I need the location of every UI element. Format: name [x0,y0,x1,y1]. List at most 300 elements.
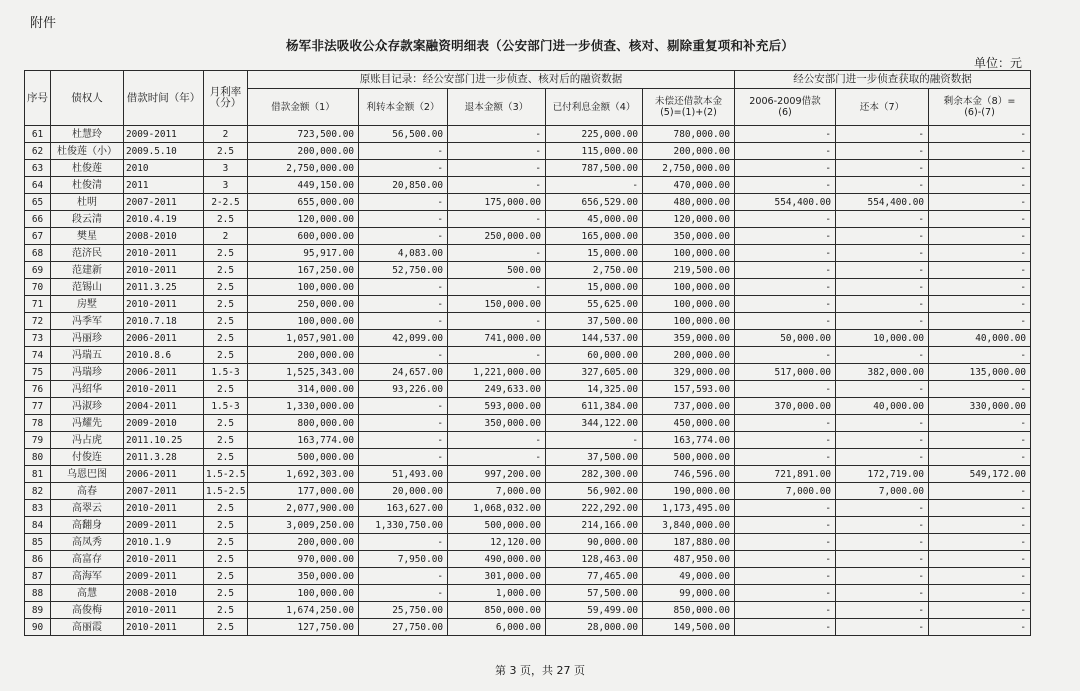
table-row [25,160,1031,177]
row-monthly-rate: 1.5-3 [204,398,248,415]
remaining-title: 剩余本金（8）= [943,96,1016,107]
row-creditor: 高富存 [51,551,124,568]
row-outstanding: 746,596.00 [643,466,735,483]
row-seq: 87 [25,568,51,585]
row-seq: 79 [25,432,51,449]
table-row [25,364,1031,381]
table-row [25,619,1031,636]
table-row [25,432,1031,449]
row-loan-amount: 3,009,250.00 [248,517,359,534]
table-row [25,381,1031,398]
row-loan-amount: 200,000.00 [248,534,359,551]
row-loan-amount: 600,000.00 [248,228,359,245]
row-creditor: 段云清 [51,211,124,228]
row-outstanding: 359,000.00 [643,330,735,347]
table-row [25,466,1031,483]
row-remaining: - [929,262,1031,279]
row-repaid-principal: 40,000.00 [836,398,929,415]
row-remaining: 549,172.00 [929,466,1031,483]
row-repaid-principal: 554,400.00 [836,194,929,211]
row-refund-amount: 6,000.00 [448,619,546,636]
row-outstanding: 149,500.00 [643,619,735,636]
row-paid-interest: 56,902.00 [546,483,643,500]
row-refund-amount: 249,633.00 [448,381,546,398]
row-repaid-principal: 10,000.00 [836,330,929,347]
table-row [25,313,1031,330]
row-monthly-rate: 2.5 [204,602,248,619]
outstanding-title: 未偿还借款本金 [654,96,723,107]
row-borrow-time: 2006-2011 [124,330,204,347]
row-creditor: 高翠云 [51,500,124,517]
row-remaining: 40,000.00 [929,330,1031,347]
row-refund-amount: 490,000.00 [448,551,546,568]
col-header-paid-interest: 已付利息金额（4） [546,89,643,126]
row-remaining: - [929,177,1031,194]
row-seq: 75 [25,364,51,381]
row-creditor: 冯丽珍 [51,330,124,347]
row-repaid-principal: - [836,262,929,279]
row-seq: 85 [25,534,51,551]
row-monthly-rate: 2.5 [204,211,248,228]
loan-2006-2009-number: (6) [778,107,792,118]
row-repaid-principal: - [836,449,929,466]
row-loan-amount: 449,150.00 [248,177,359,194]
row-seq: 67 [25,228,51,245]
row-outstanding: 100,000.00 [643,313,735,330]
row-seq: 83 [25,500,51,517]
row-transferred-principal: - [359,313,448,330]
row-monthly-rate: 2.5 [204,313,248,330]
row-loan-2006-2009: - [735,211,836,228]
row-seq: 68 [25,245,51,262]
row-transferred-principal: - [359,585,448,602]
row-refund-amount: 12,120.00 [448,534,546,551]
row-paid-interest: 165,000.00 [546,228,643,245]
row-loan-2006-2009: 721,891.00 [735,466,836,483]
row-remaining: - [929,602,1031,619]
row-creditor: 冯瑞五 [51,347,124,364]
table-row [25,517,1031,534]
row-refund-amount: - [448,126,546,143]
row-transferred-principal: - [359,194,448,211]
row-transferred-principal: 4,083.00 [359,245,448,262]
row-transferred-principal: - [359,143,448,160]
row-outstanding: 480,000.00 [643,194,735,211]
row-repaid-principal: - [836,500,929,517]
row-loan-2006-2009: - [735,534,836,551]
row-monthly-rate: 2.5 [204,279,248,296]
row-outstanding: 100,000.00 [643,245,735,262]
row-seq: 62 [25,143,51,160]
row-monthly-rate: 2.5 [204,143,248,160]
row-loan-amount: 120,000.00 [248,211,359,228]
row-transferred-principal: 20,000.00 [359,483,448,500]
row-paid-interest: 28,000.00 [546,619,643,636]
row-repaid-principal: - [836,602,929,619]
row-borrow-time: 2010.4.19 [124,211,204,228]
col-header-monthly-rate: 月利率（分） [204,71,248,126]
row-paid-interest: 77,465.00 [546,568,643,585]
row-creditor: 乌恩巴图 [51,466,124,483]
row-paid-interest: 656,529.00 [546,194,643,211]
row-refund-amount: - [448,313,546,330]
row-repaid-principal: - [836,245,929,262]
row-paid-interest: - [546,432,643,449]
table-row [25,177,1031,194]
table-row [25,330,1031,347]
col-header-borrow-time: 借款时间（年） [124,71,204,126]
row-outstanding: 219,500.00 [643,262,735,279]
row-repaid-principal: - [836,313,929,330]
row-borrow-time: 2008-2010 [124,585,204,602]
row-paid-interest: 60,000.00 [546,347,643,364]
row-monthly-rate: 2.5 [204,551,248,568]
row-monthly-rate: 2.5 [204,330,248,347]
row-loan-amount: 167,250.00 [248,262,359,279]
row-remaining: - [929,279,1031,296]
row-paid-interest: 225,000.00 [546,126,643,143]
row-loan-2006-2009: 7,000.00 [735,483,836,500]
row-paid-interest: 344,122.00 [546,415,643,432]
row-transferred-principal: - [359,415,448,432]
row-seq: 74 [25,347,51,364]
row-repaid-principal: - [836,517,929,534]
row-transferred-principal: - [359,160,448,177]
row-creditor: 冯瑞珍 [51,364,124,381]
row-transferred-principal: - [359,398,448,415]
row-refund-amount: - [448,177,546,194]
financing-table-wrapper [24,70,1030,636]
row-monthly-rate: 2.5 [204,347,248,364]
row-refund-amount: - [448,143,546,160]
row-remaining: - [929,347,1031,364]
row-creditor: 冯季军 [51,313,124,330]
row-refund-amount: 250,000.00 [448,228,546,245]
row-seq: 82 [25,483,51,500]
row-repaid-principal: - [836,347,929,364]
row-outstanding: 190,000.00 [643,483,735,500]
row-remaining: - [929,126,1031,143]
row-paid-interest: 55,625.00 [546,296,643,313]
row-transferred-principal: - [359,534,448,551]
row-borrow-time: 2009-2011 [124,568,204,585]
table-row [25,415,1031,432]
row-remaining: 135,000.00 [929,364,1031,381]
row-refund-amount: 850,000.00 [448,602,546,619]
row-remaining: - [929,432,1031,449]
row-outstanding: 3,840,000.00 [643,517,735,534]
row-borrow-time: 2010-2011 [124,500,204,517]
row-remaining: - [929,160,1031,177]
row-borrow-time: 2010.1.9 [124,534,204,551]
row-refund-amount: - [448,279,546,296]
row-repaid-principal: 382,000.00 [836,364,929,381]
row-loan-amount: 127,750.00 [248,619,359,636]
loan-2006-2009-title: 2006-2009借款 [749,96,821,107]
row-monthly-rate: 2.5 [204,585,248,602]
row-loan-2006-2009: - [735,313,836,330]
row-borrow-time: 2009-2011 [124,126,204,143]
row-paid-interest: 214,166.00 [546,517,643,534]
row-transferred-principal: 27,750.00 [359,619,448,636]
row-seq: 61 [25,126,51,143]
row-remaining: - [929,211,1031,228]
row-loan-2006-2009: - [735,619,836,636]
col-header-loan-amount: 借款金额（1） [248,89,359,126]
table-row [25,449,1031,466]
row-transferred-principal: 42,099.00 [359,330,448,347]
row-loan-2006-2009: 50,000.00 [735,330,836,347]
row-creditor: 杜俊莲（小） [51,143,124,160]
row-loan-amount: 95,917.00 [248,245,359,262]
row-outstanding: 1,173,495.00 [643,500,735,517]
row-loan-amount: 970,000.00 [248,551,359,568]
row-borrow-time: 2006-2011 [124,466,204,483]
row-transferred-principal: - [359,279,448,296]
row-paid-interest: 128,463.00 [546,551,643,568]
row-outstanding: 500,000.00 [643,449,735,466]
row-creditor: 高凤秀 [51,534,124,551]
row-repaid-principal: - [836,279,929,296]
row-seq: 78 [25,415,51,432]
col-group-original-records: 原账目记录：经公安部门进一步侦查、核对后的融资数据 [248,71,735,89]
table-row [25,194,1031,211]
row-creditor: 高慧 [51,585,124,602]
row-paid-interest: 45,000.00 [546,211,643,228]
row-paid-interest: 222,292.00 [546,500,643,517]
row-paid-interest: 14,325.00 [546,381,643,398]
row-outstanding: 487,950.00 [643,551,735,568]
row-transferred-principal: 163,627.00 [359,500,448,517]
row-repaid-principal: - [836,296,929,313]
row-loan-amount: 1,057,901.00 [248,330,359,347]
row-monthly-rate: 2.5 [204,381,248,398]
row-loan-2006-2009: - [735,347,836,364]
row-refund-amount: - [448,211,546,228]
row-paid-interest: 787,500.00 [546,160,643,177]
row-loan-amount: 314,000.00 [248,381,359,398]
table-row [25,228,1031,245]
row-borrow-time: 2010-2011 [124,296,204,313]
row-monthly-rate: 2.5 [204,534,248,551]
row-creditor: 冯耀先 [51,415,124,432]
row-loan-2006-2009: - [735,449,836,466]
row-refund-amount: - [448,347,546,364]
row-monthly-rate: 1.5-2.5 [204,483,248,500]
row-repaid-principal: - [836,619,929,636]
row-loan-2006-2009: - [735,143,836,160]
row-monthly-rate: 2 [204,126,248,143]
row-loan-amount: 2,750,000.00 [248,160,359,177]
row-transferred-principal: 93,226.00 [359,381,448,398]
row-seq: 72 [25,313,51,330]
row-outstanding: 100,000.00 [643,296,735,313]
row-repaid-principal: - [836,568,929,585]
row-repaid-principal: - [836,126,929,143]
row-loan-2006-2009: - [735,262,836,279]
row-remaining: - [929,500,1031,517]
row-seq: 80 [25,449,51,466]
row-paid-interest: 144,537.00 [546,330,643,347]
row-loan-2006-2009: - [735,296,836,313]
row-outstanding: 49,000.00 [643,568,735,585]
attachment-label: 附件 [30,16,57,31]
row-remaining: - [929,551,1031,568]
row-borrow-time: 2011.3.25 [124,279,204,296]
row-seq: 70 [25,279,51,296]
row-loan-2006-2009: - [735,245,836,262]
row-outstanding: 329,000.00 [643,364,735,381]
row-loan-amount: 800,000.00 [248,415,359,432]
row-borrow-time: 2010-2011 [124,245,204,262]
row-paid-interest: 2,750.00 [546,262,643,279]
row-monthly-rate: 2.5 [204,432,248,449]
row-outstanding: 157,593.00 [643,381,735,398]
row-refund-amount: - [448,245,546,262]
row-remaining: - [929,381,1031,398]
col-header-remaining [929,89,1031,126]
row-transferred-principal: - [359,211,448,228]
row-borrow-time: 2007-2011 [124,483,204,500]
row-repaid-principal: - [836,551,929,568]
row-monthly-rate: 2.5 [204,619,248,636]
row-borrow-time: 2010.8.6 [124,347,204,364]
row-monthly-rate: 3 [204,160,248,177]
row-refund-amount: 150,000.00 [448,296,546,313]
row-remaining: - [929,483,1031,500]
row-remaining: - [929,313,1031,330]
row-loan-amount: 1,525,343.00 [248,364,359,381]
row-repaid-principal: - [836,534,929,551]
row-loan-amount: 655,000.00 [248,194,359,211]
row-refund-amount: 500.00 [448,262,546,279]
row-outstanding: 200,000.00 [643,143,735,160]
row-repaid-principal: - [836,143,929,160]
row-monthly-rate: 2.5 [204,415,248,432]
row-monthly-rate: 2.5 [204,296,248,313]
row-loan-amount: 177,000.00 [248,483,359,500]
row-repaid-principal: - [836,585,929,602]
row-seq: 90 [25,619,51,636]
col-header-creditor: 债权人 [51,71,124,126]
row-loan-amount: 100,000.00 [248,279,359,296]
row-seq: 66 [25,211,51,228]
row-loan-amount: 100,000.00 [248,313,359,330]
row-creditor: 杜俊莲 [51,160,124,177]
table-row [25,143,1031,160]
row-paid-interest: 611,384.00 [546,398,643,415]
row-creditor: 高海军 [51,568,124,585]
row-transferred-principal: - [359,347,448,364]
row-loan-2006-2009: - [735,585,836,602]
row-refund-amount: - [448,160,546,177]
row-refund-amount: 500,000.00 [448,517,546,534]
col-header-outstanding [643,89,735,126]
row-borrow-time: 2007-2011 [124,194,204,211]
row-paid-interest: 59,499.00 [546,602,643,619]
row-creditor: 杜明 [51,194,124,211]
row-transferred-principal: - [359,432,448,449]
row-transferred-principal: 56,500.00 [359,126,448,143]
row-transferred-principal: 51,493.00 [359,466,448,483]
table-row [25,262,1031,279]
row-refund-amount: 593,000.00 [448,398,546,415]
row-creditor: 冯淑珍 [51,398,124,415]
row-loan-amount: 163,774.00 [248,432,359,449]
row-creditor: 冯绍华 [51,381,124,398]
table-row [25,279,1031,296]
row-remaining: - [929,143,1031,160]
col-header-refund-amount: 退本金额（3） [448,89,546,126]
row-outstanding: 100,000.00 [643,279,735,296]
row-outstanding: 350,000.00 [643,228,735,245]
row-loan-amount: 200,000.00 [248,143,359,160]
financing-table [24,70,1031,636]
row-creditor: 高春 [51,483,124,500]
row-creditor: 杜慧玲 [51,126,124,143]
row-borrow-time: 2011 [124,177,204,194]
row-borrow-time: 2011.3.28 [124,449,204,466]
row-outstanding: 2,750,000.00 [643,160,735,177]
row-borrow-time: 2010-2011 [124,619,204,636]
row-seq: 84 [25,517,51,534]
row-monthly-rate: 1.5-3 [204,364,248,381]
col-header-transferred-principal: 利转本金额（2） [359,89,448,126]
row-remaining: - [929,585,1031,602]
row-loan-2006-2009: - [735,228,836,245]
row-loan-2006-2009: - [735,415,836,432]
row-remaining: - [929,619,1031,636]
row-loan-amount: 1,674,250.00 [248,602,359,619]
col-group-further-investigation: 经公安部门进一步侦查获取的融资数据 [735,71,1031,89]
row-transferred-principal: - [359,228,448,245]
row-loan-2006-2009: - [735,177,836,194]
row-outstanding: 470,000.00 [643,177,735,194]
row-remaining: - [929,517,1031,534]
row-loan-2006-2009: - [735,517,836,534]
row-repaid-principal: - [836,160,929,177]
col-header-loan-2006-2009 [735,89,836,126]
row-loan-amount: 2,077,900.00 [248,500,359,517]
table-row [25,245,1031,262]
row-paid-interest: 282,300.00 [546,466,643,483]
row-seq: 65 [25,194,51,211]
row-loan-2006-2009: - [735,432,836,449]
row-paid-interest: 90,000.00 [546,534,643,551]
row-loan-2006-2009: - [735,500,836,517]
row-monthly-rate: 2.5 [204,568,248,585]
row-repaid-principal: 172,719.00 [836,466,929,483]
row-seq: 71 [25,296,51,313]
row-loan-2006-2009: - [735,551,836,568]
row-creditor: 高俊梅 [51,602,124,619]
row-outstanding: 200,000.00 [643,347,735,364]
row-outstanding: 780,000.00 [643,126,735,143]
row-refund-amount: 1,221,000.00 [448,364,546,381]
unit-label: 单位：元 [973,56,1022,70]
row-loan-amount: 250,000.00 [248,296,359,313]
table-row [25,211,1031,228]
row-remaining: - [929,568,1031,585]
row-paid-interest: 57,500.00 [546,585,643,602]
row-refund-amount: - [448,432,546,449]
row-borrow-time: 2010-2011 [124,381,204,398]
row-seq: 63 [25,160,51,177]
row-borrow-time: 2010-2011 [124,602,204,619]
row-seq: 77 [25,398,51,415]
row-loan-2006-2009: - [735,602,836,619]
row-outstanding: 187,880.00 [643,534,735,551]
